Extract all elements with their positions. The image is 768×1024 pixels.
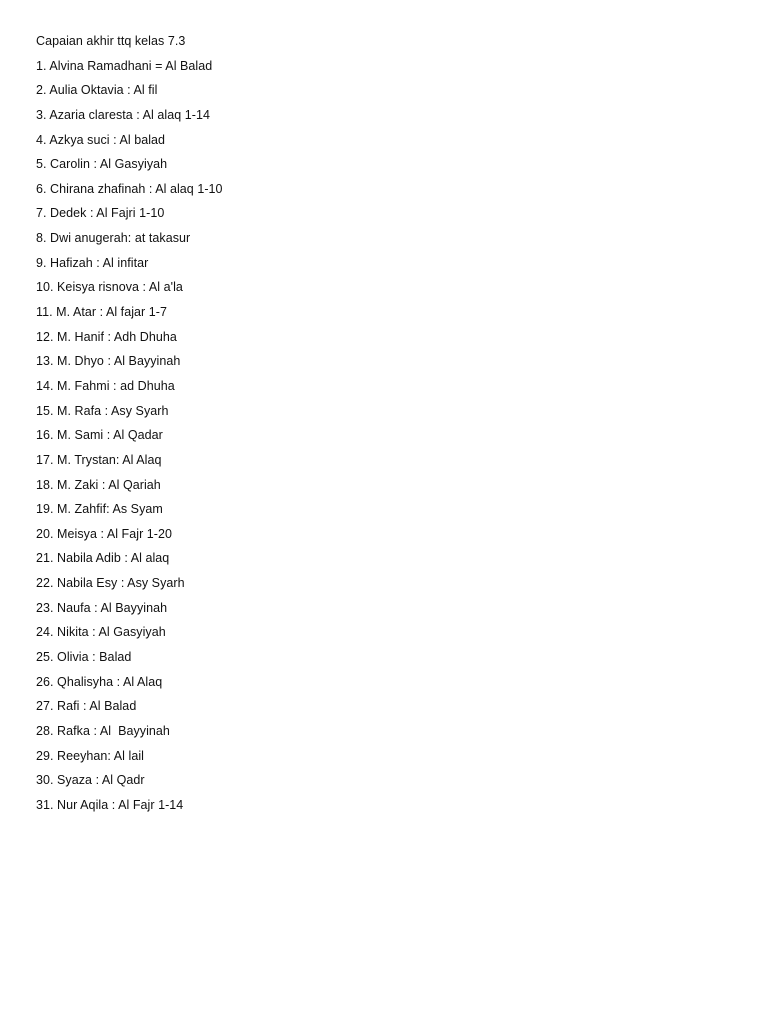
list-item: 6. Chirana zhafinah : Al alaq 1-10 xyxy=(36,181,223,196)
list-item: 24. Nikita : Al Gasyiyah xyxy=(36,625,166,640)
list-item: 5. Carolin : Al Gasyiyah xyxy=(36,157,168,172)
list-item: 11. M. Atar : Al fajar 1-7 xyxy=(36,305,167,320)
document-title: Capaian akhir ttq kelas 7.3 xyxy=(36,34,186,48)
list-item: 20. Meisya : Al Fajr 1-20 xyxy=(36,526,173,541)
list-item: 17. M. Trystan: Al Alaq xyxy=(36,452,162,467)
list-item: 8. Dwi anugerah: at takasur xyxy=(36,231,191,246)
list-item: 14. M. Fahmi : ad Dhuha xyxy=(36,378,175,393)
list-item: 22. Nabila Esy : Asy Syarh xyxy=(36,576,185,591)
list-item: 30. Syaza : Al Qadr xyxy=(36,773,145,788)
list-item: 31. Nur Aqila : Al Fajr 1-14 xyxy=(36,797,184,812)
list-item: 1. Alvina Ramadhani = Al Balad xyxy=(36,58,213,73)
list-item: 12. M. Hanif : Adh Dhuha xyxy=(36,329,177,344)
list-item: 21. Nabila Adib : Al alaq xyxy=(36,551,170,566)
list-item: 23. Naufa : Al Bayyinah xyxy=(36,600,168,615)
list-item: 18. M. Zaki : Al Qariah xyxy=(36,477,161,492)
list-item: 28. Rafka : Al Bayyinah xyxy=(36,723,170,738)
list-item: 10. Keisya risnova : Al a'la xyxy=(36,280,183,295)
list-item: 26. Qhalisyha : Al Alaq xyxy=(36,674,163,689)
list-item: 4. Azkya suci : Al balad xyxy=(36,132,166,147)
list-item: 29. Reeyhan: Al lail xyxy=(36,748,145,763)
list-item: 9. Hafizah : Al infitar xyxy=(36,255,149,270)
list-item: 19. M. Zahfif: As Syam xyxy=(36,502,163,517)
list-item: 27. Rafi : Al Balad xyxy=(36,699,137,714)
list-item: 25. Olivia : Balad xyxy=(36,650,132,665)
list-item: 13. M. Dhyo : Al Bayyinah xyxy=(36,354,181,369)
list-item: 16. M. Sami : Al Qadar xyxy=(36,428,163,443)
list-item: 7. Dedek : Al Fajri 1-10 xyxy=(36,206,165,221)
document-body xyxy=(36,29,736,818)
list-item: 2. Aulia Oktavia : Al fil xyxy=(36,83,158,98)
list-item: 15. M. Rafa : Asy Syarh xyxy=(36,403,169,418)
list-item: 3. Azaria claresta : Al alaq 1-14 xyxy=(36,107,210,122)
